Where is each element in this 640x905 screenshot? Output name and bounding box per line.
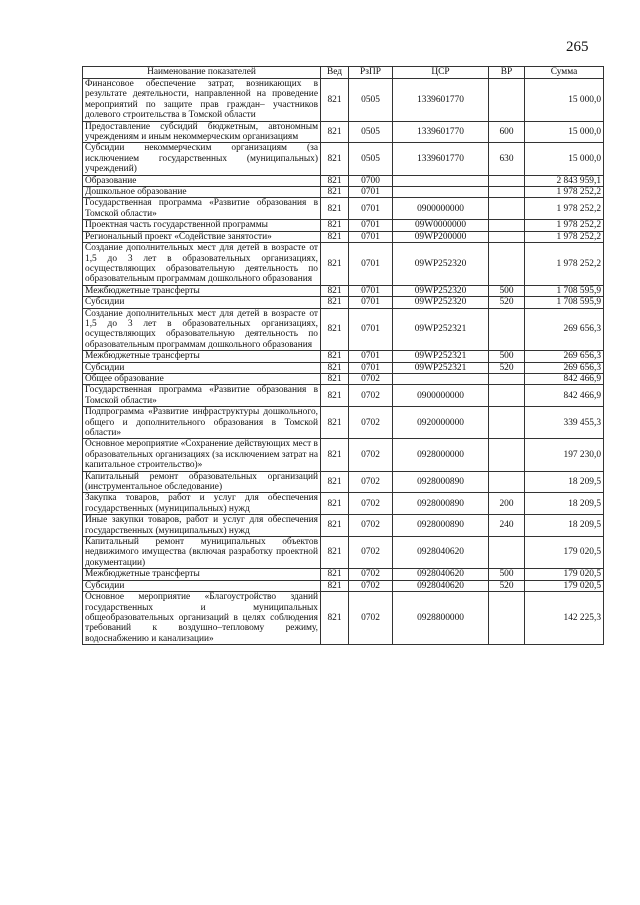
cell-csr: 09WP252320 <box>393 297 489 308</box>
table-header-row <box>83 67 604 79</box>
cell-vr: 520 <box>489 362 525 373</box>
cell-sum: 18 209,5 <box>525 471 604 493</box>
table-row <box>83 308 604 351</box>
cell-rzpr: 0702 <box>349 537 393 569</box>
table-row <box>83 121 604 143</box>
cell-vr: 240 <box>489 515 525 537</box>
cell-rzpr: 0702 <box>349 439 393 471</box>
cell-ved: 821 <box>321 187 349 198</box>
cell-vr <box>489 175 525 186</box>
cell-rzpr: 0505 <box>349 121 393 143</box>
table-row <box>83 79 604 122</box>
cell-vr: 200 <box>489 493 525 515</box>
cell-vr <box>489 439 525 471</box>
table-row <box>83 220 604 231</box>
cell-sum: 179 020,5 <box>525 580 604 591</box>
cell-name: Создание дополнительных мест для детей в возрасте от 1,5 до 3 лет в образовательных организациях, осуществляющих образовательную деятельность по образовательным программам дошкольного образования <box>83 308 321 351</box>
cell-ved: 821 <box>321 592 349 645</box>
cell-rzpr: 0701 <box>349 285 393 296</box>
header-name: Наименование показателей <box>83 67 321 79</box>
table-row <box>83 373 604 384</box>
cell-ved: 821 <box>321 198 349 220</box>
table-row <box>83 471 604 493</box>
table-row <box>83 569 604 580</box>
cell-rzpr: 0700 <box>349 175 393 186</box>
cell-sum: 1 708 595,9 <box>525 285 604 296</box>
table-row <box>83 439 604 471</box>
cell-rzpr: 0702 <box>349 407 393 439</box>
cell-vr <box>489 471 525 493</box>
cell-csr: 0928000000 <box>393 439 489 471</box>
cell-rzpr: 0701 <box>349 187 393 198</box>
table-row <box>83 175 604 186</box>
cell-sum: 18 209,5 <box>525 493 604 515</box>
cell-csr <box>393 373 489 384</box>
cell-ved: 821 <box>321 231 349 242</box>
cell-rzpr: 0701 <box>349 231 393 242</box>
cell-csr: 1339601770 <box>393 143 489 175</box>
table-row <box>83 285 604 296</box>
cell-name: Субсидии <box>83 362 321 373</box>
cell-csr: 0928000890 <box>393 471 489 493</box>
cell-csr: 09WP252321 <box>393 362 489 373</box>
cell-vr <box>489 187 525 198</box>
cell-vr <box>489 592 525 645</box>
cell-name: Дошкольное образование <box>83 187 321 198</box>
header-ved: Вед <box>321 67 349 79</box>
cell-rzpr: 0702 <box>349 385 393 407</box>
cell-ved: 821 <box>321 285 349 296</box>
cell-ved: 821 <box>321 407 349 439</box>
cell-csr: 09W0000000 <box>393 220 489 231</box>
cell-rzpr: 0701 <box>349 362 393 373</box>
header-sum: Сумма <box>525 67 604 79</box>
table-row <box>83 493 604 515</box>
cell-rzpr: 0701 <box>349 243 393 286</box>
cell-ved: 821 <box>321 471 349 493</box>
cell-rzpr: 0702 <box>349 580 393 591</box>
table-row <box>83 198 604 220</box>
cell-vr: 520 <box>489 580 525 591</box>
cell-name: Общее образование <box>83 373 321 384</box>
cell-name: Основное мероприятие «Благоустройство зданий государственных и муниципальных общеобразовательных организаций в целях соблюдения требований к воздушно–тепловому режиму, водоснабжению и канализации» <box>83 592 321 645</box>
cell-vr: 630 <box>489 143 525 175</box>
cell-csr: 09WP252320 <box>393 285 489 296</box>
cell-csr: 0928000890 <box>393 493 489 515</box>
cell-name: Капитальный ремонт муниципальных объектов недвижимого имущества (включая разработку проектной документации) <box>83 537 321 569</box>
cell-sum: 142 225,3 <box>525 592 604 645</box>
cell-name: Иные закупки товаров, работ и услуг для обеспечения государственных (муниципальных) нужд <box>83 515 321 537</box>
cell-ved: 821 <box>321 121 349 143</box>
table-row <box>83 407 604 439</box>
cell-vr <box>489 308 525 351</box>
cell-vr <box>489 407 525 439</box>
cell-name: Финансовое обеспечение затрат, возникающих в результате деятельности, направленной на проведение мероприятий по защите прав граждан– участников долевого строительства в Томской области <box>83 79 321 122</box>
cell-vr <box>489 231 525 242</box>
cell-vr <box>489 385 525 407</box>
cell-ved: 821 <box>321 493 349 515</box>
table-row <box>83 187 604 198</box>
cell-sum: 197 230,0 <box>525 439 604 471</box>
cell-sum: 15 000,0 <box>525 79 604 122</box>
table-row <box>83 243 604 286</box>
cell-rzpr: 0701 <box>349 351 393 362</box>
cell-vr <box>489 373 525 384</box>
cell-ved: 821 <box>321 243 349 286</box>
cell-csr: 0900000000 <box>393 198 489 220</box>
cell-vr <box>489 79 525 122</box>
cell-sum: 339 455,3 <box>525 407 604 439</box>
header-vr: ВР <box>489 67 525 79</box>
cell-csr <box>393 187 489 198</box>
table-row <box>83 537 604 569</box>
cell-sum: 15 000,0 <box>525 121 604 143</box>
table-row <box>83 143 604 175</box>
cell-sum: 269 656,3 <box>525 308 604 351</box>
cell-csr: 0928040620 <box>393 569 489 580</box>
cell-rzpr: 0702 <box>349 569 393 580</box>
budget-table <box>82 66 604 645</box>
cell-ved: 821 <box>321 308 349 351</box>
cell-ved: 821 <box>321 220 349 231</box>
cell-ved: 821 <box>321 362 349 373</box>
cell-name: Подпрограмма «Развитие инфраструктуры дошкольного, общего и дополнительного образования в Томской области» <box>83 407 321 439</box>
cell-csr: 0928000890 <box>393 515 489 537</box>
cell-name: Образование <box>83 175 321 186</box>
cell-ved: 821 <box>321 569 349 580</box>
cell-name: Проектная часть государственной программы <box>83 220 321 231</box>
cell-sum: 1 978 252,2 <box>525 231 604 242</box>
cell-vr: 500 <box>489 285 525 296</box>
cell-sum: 1 978 252,2 <box>525 187 604 198</box>
cell-sum: 1 978 252,2 <box>525 243 604 286</box>
cell-name: Государственная программа «Развитие образования в Томской области» <box>83 198 321 220</box>
cell-vr <box>489 198 525 220</box>
cell-csr: 1339601770 <box>393 121 489 143</box>
table-row <box>83 351 604 362</box>
cell-sum: 1 978 252,2 <box>525 220 604 231</box>
cell-ved: 821 <box>321 385 349 407</box>
cell-name: Региональный проект «Содействие занятости» <box>83 231 321 242</box>
cell-rzpr: 0701 <box>349 220 393 231</box>
cell-name: Создание дополнительных мест для детей в возрасте от 1,5 до 3 лет в образовательных организациях, осуществляющих образовательную деятельность по образовательным программам дошкольного образования <box>83 243 321 286</box>
cell-name: Закупка товаров, работ и услуг для обеспечения государственных (муниципальных) нужд <box>83 493 321 515</box>
cell-vr: 520 <box>489 297 525 308</box>
page-number: 265 <box>566 39 589 55</box>
cell-ved: 821 <box>321 537 349 569</box>
header-rzpr: РзПР <box>349 67 393 79</box>
cell-rzpr: 0702 <box>349 493 393 515</box>
cell-sum: 1 978 252,2 <box>525 198 604 220</box>
cell-name: Субсидии <box>83 580 321 591</box>
cell-sum: 179 020,5 <box>525 537 604 569</box>
cell-rzpr: 0701 <box>349 198 393 220</box>
cell-rzpr: 0702 <box>349 515 393 537</box>
cell-ved: 821 <box>321 515 349 537</box>
cell-csr: 0900000000 <box>393 385 489 407</box>
cell-rzpr: 0702 <box>349 471 393 493</box>
cell-csr: 09WP252321 <box>393 308 489 351</box>
cell-vr: 500 <box>489 351 525 362</box>
cell-ved: 821 <box>321 79 349 122</box>
cell-rzpr: 0505 <box>349 79 393 122</box>
cell-ved: 821 <box>321 297 349 308</box>
cell-sum: 15 000,0 <box>525 143 604 175</box>
table-row <box>83 231 604 242</box>
table-body <box>83 79 604 645</box>
cell-name: Предоставление субсидий бюджетным, автономным учреждениям и иным некоммерческим организациям <box>83 121 321 143</box>
cell-csr: 09WP200000 <box>393 231 489 242</box>
cell-name: Государственная программа «Развитие образования в Томской области» <box>83 385 321 407</box>
table-row <box>83 580 604 591</box>
cell-vr <box>489 220 525 231</box>
cell-sum: 1 708 595,9 <box>525 297 604 308</box>
cell-vr: 600 <box>489 121 525 143</box>
cell-rzpr: 0701 <box>349 297 393 308</box>
table-row <box>83 592 604 645</box>
cell-name: Капитальный ремонт образовательных организаций (инструментальное обследование) <box>83 471 321 493</box>
cell-name: Межбюджетные трансферты <box>83 351 321 362</box>
cell-vr <box>489 243 525 286</box>
cell-sum: 842 466,9 <box>525 373 604 384</box>
table-row <box>83 297 604 308</box>
header-csr: ЦСР <box>393 67 489 79</box>
cell-rzpr: 0505 <box>349 143 393 175</box>
cell-csr: 0928800000 <box>393 592 489 645</box>
cell-sum: 269 656,3 <box>525 362 604 373</box>
cell-sum: 179 020,5 <box>525 569 604 580</box>
cell-rzpr: 0702 <box>349 373 393 384</box>
cell-name: Субсидии <box>83 297 321 308</box>
cell-csr: 09WP252321 <box>393 351 489 362</box>
cell-sum: 18 209,5 <box>525 515 604 537</box>
cell-name: Субсидии некоммерческим организациям (за исключением государственных (муниципальных) учреждений) <box>83 143 321 175</box>
cell-rzpr: 0701 <box>349 308 393 351</box>
cell-ved: 821 <box>321 439 349 471</box>
table-row <box>83 515 604 537</box>
cell-csr: 0920000000 <box>393 407 489 439</box>
cell-rzpr: 0702 <box>349 592 393 645</box>
cell-csr: 0928040620 <box>393 537 489 569</box>
cell-sum: 2 843 959,1 <box>525 175 604 186</box>
cell-ved: 821 <box>321 351 349 362</box>
cell-name: Межбюджетные трансферты <box>83 285 321 296</box>
cell-sum: 842 466,9 <box>525 385 604 407</box>
cell-ved: 821 <box>321 373 349 384</box>
cell-ved: 821 <box>321 175 349 186</box>
table-row <box>83 362 604 373</box>
cell-vr: 500 <box>489 569 525 580</box>
cell-name: Межбюджетные трансферты <box>83 569 321 580</box>
cell-csr: 09WP252320 <box>393 243 489 286</box>
cell-ved: 821 <box>321 580 349 591</box>
cell-ved: 821 <box>321 143 349 175</box>
cell-csr <box>393 175 489 186</box>
table-row <box>83 385 604 407</box>
cell-csr: 1339601770 <box>393 79 489 122</box>
cell-csr: 0928040620 <box>393 580 489 591</box>
cell-name: Основное мероприятие «Сохранение действующих мест в образовательных организациях (за исключением затрат на капитальное строительство)» <box>83 439 321 471</box>
cell-vr <box>489 537 525 569</box>
cell-sum: 269 656,3 <box>525 351 604 362</box>
